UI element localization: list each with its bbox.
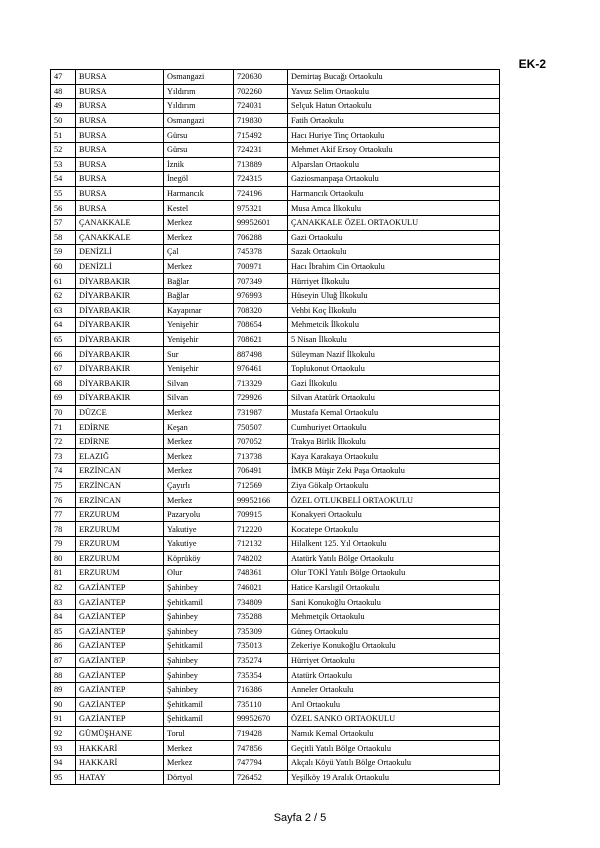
district-cell: Merkez <box>164 405 234 420</box>
institution-code-cell: 724231 <box>234 142 288 157</box>
district-cell: Şehitkamil <box>164 712 234 727</box>
institution-code-cell: 735274 <box>234 653 288 668</box>
province-cell: ELAZIĞ <box>76 449 164 464</box>
province-cell: ERZİNCAN <box>76 464 164 479</box>
row-number: 60 <box>51 259 76 274</box>
institution-code-cell: 726452 <box>234 770 288 785</box>
row-number: 88 <box>51 668 76 683</box>
province-cell: GAZİANTEP <box>76 682 164 697</box>
district-cell: Şahinbey <box>164 653 234 668</box>
institution-code-cell: 719830 <box>234 113 288 128</box>
table-row <box>51 668 500 683</box>
institution-code-cell: 734809 <box>234 595 288 610</box>
district-cell: Osmangazi <box>164 70 234 85</box>
school-name-cell: Anneler Ortaokulu <box>288 682 500 697</box>
row-number: 56 <box>51 201 76 216</box>
row-number: 84 <box>51 609 76 624</box>
province-cell: BURSA <box>76 142 164 157</box>
table-row <box>51 142 500 157</box>
institution-code-cell: 748202 <box>234 551 288 566</box>
institution-code-cell: 887498 <box>234 347 288 362</box>
table-row <box>51 128 500 143</box>
table-row <box>51 347 500 362</box>
province-cell: ERZİNCAN <box>76 493 164 508</box>
row-number: 79 <box>51 537 76 552</box>
table-row <box>51 624 500 639</box>
province-cell: GAZİANTEP <box>76 624 164 639</box>
province-cell: GAZİANTEP <box>76 712 164 727</box>
table-row <box>51 478 500 493</box>
district-cell: Şehitkamil <box>164 697 234 712</box>
row-number: 68 <box>51 376 76 391</box>
row-number: 81 <box>51 566 76 581</box>
row-number: 54 <box>51 172 76 187</box>
row-number: 67 <box>51 361 76 376</box>
school-name-cell: Gaziosmanpaşa Ortaokulu <box>288 172 500 187</box>
table-row <box>51 259 500 274</box>
institution-code-cell: 707052 <box>234 434 288 449</box>
row-number: 55 <box>51 186 76 201</box>
school-name-cell: Demirtaş Bucağı Ortaokulu <box>288 70 500 85</box>
school-name-cell: Harmancık Ortaokulu <box>288 186 500 201</box>
row-number: 83 <box>51 595 76 610</box>
province-cell: ÇANAKKALE <box>76 215 164 230</box>
table-row <box>51 755 500 770</box>
table-row <box>51 449 500 464</box>
district-cell: Çal <box>164 245 234 260</box>
row-number: 63 <box>51 303 76 318</box>
institution-code-cell: 720630 <box>234 70 288 85</box>
table-row <box>51 245 500 260</box>
province-cell: BURSA <box>76 99 164 114</box>
district-cell: Sur <box>164 347 234 362</box>
institution-code-cell: 99952601 <box>234 215 288 230</box>
table-row <box>51 566 500 581</box>
school-name-cell: Mehmet Akif Ersoy Ortaokulu <box>288 142 500 157</box>
province-cell: DİYARBAKIR <box>76 303 164 318</box>
province-cell: DİYARBAKIR <box>76 347 164 362</box>
institution-code-cell: 735013 <box>234 639 288 654</box>
province-cell: EDİRNE <box>76 420 164 435</box>
row-number: 62 <box>51 288 76 303</box>
table-row <box>51 507 500 522</box>
row-number: 47 <box>51 70 76 85</box>
row-number: 92 <box>51 726 76 741</box>
province-cell: BURSA <box>76 128 164 143</box>
institution-code-cell: 713889 <box>234 157 288 172</box>
row-number: 93 <box>51 741 76 756</box>
institution-code-cell: 724031 <box>234 99 288 114</box>
district-cell: Gürsu <box>164 128 234 143</box>
institution-code-cell: 712132 <box>234 537 288 552</box>
institution-code-cell: 706491 <box>234 464 288 479</box>
district-cell: Harmancık <box>164 186 234 201</box>
table-row <box>51 580 500 595</box>
row-number: 72 <box>51 434 76 449</box>
school-name-cell: Hatice Karslıgil Ortaokulu <box>288 580 500 595</box>
province-cell: DİYARBAKIR <box>76 318 164 333</box>
table-row <box>51 215 500 230</box>
school-name-cell: Trakya Birlik İlkokulu <box>288 434 500 449</box>
annex-label: EK-2 <box>518 57 546 71</box>
institution-code-cell: 731987 <box>234 405 288 420</box>
table-row <box>51 303 500 318</box>
row-number: 64 <box>51 318 76 333</box>
province-cell: ERZURUM <box>76 566 164 581</box>
row-number: 78 <box>51 522 76 537</box>
province-cell: BURSA <box>76 157 164 172</box>
province-cell: GAZİANTEP <box>76 609 164 624</box>
institution-code-cell: 750507 <box>234 420 288 435</box>
district-cell: Merkez <box>164 259 234 274</box>
district-cell: Yenişehir <box>164 332 234 347</box>
district-cell: Gürsu <box>164 142 234 157</box>
institution-code-cell: 735110 <box>234 697 288 712</box>
province-cell: GÜMÜŞHANE <box>76 726 164 741</box>
row-number: 66 <box>51 347 76 362</box>
district-cell: Osmangazi <box>164 113 234 128</box>
school-name-cell: 5 Nisan İlkokulu <box>288 332 500 347</box>
district-cell: Pazaryolu <box>164 507 234 522</box>
table-row <box>51 361 500 376</box>
school-name-cell: Hürriyet Ortaokulu <box>288 653 500 668</box>
province-cell: BURSA <box>76 172 164 187</box>
school-name-cell: Kaya Karakaya Ortaokulu <box>288 449 500 464</box>
row-number: 53 <box>51 157 76 172</box>
table-row <box>51 697 500 712</box>
province-cell: BURSA <box>76 70 164 85</box>
table-row <box>51 230 500 245</box>
province-cell: ERZURUM <box>76 537 164 552</box>
row-number: 89 <box>51 682 76 697</box>
district-cell: Kayapınar <box>164 303 234 318</box>
institution-code-cell: 976461 <box>234 361 288 376</box>
district-cell: Yenişehir <box>164 318 234 333</box>
row-number: 75 <box>51 478 76 493</box>
district-cell: Merkez <box>164 434 234 449</box>
row-number: 87 <box>51 653 76 668</box>
institution-code-cell: 745378 <box>234 245 288 260</box>
table-row <box>51 493 500 508</box>
institution-code-cell: 708654 <box>234 318 288 333</box>
row-number: 94 <box>51 755 76 770</box>
table-row <box>51 595 500 610</box>
school-name-cell: Atatürk Yatılı Bölge Ortaokulu <box>288 551 500 566</box>
school-name-cell: Namık Kemal Ortaokulu <box>288 726 500 741</box>
institution-code-cell: 702260 <box>234 84 288 99</box>
school-name-cell: Hürriyet İlkokulu <box>288 274 500 289</box>
institution-code-cell: 976993 <box>234 288 288 303</box>
row-number: 70 <box>51 405 76 420</box>
institution-code-cell: 99952166 <box>234 493 288 508</box>
district-cell: Köprüköy <box>164 551 234 566</box>
institution-code-cell: 735309 <box>234 624 288 639</box>
table-row <box>51 741 500 756</box>
school-name-cell: ÖZEL SANKO ORTAOKULU <box>288 712 500 727</box>
table-row <box>51 770 500 785</box>
table-row <box>51 113 500 128</box>
province-cell: GAZİANTEP <box>76 653 164 668</box>
district-cell: Merkez <box>164 464 234 479</box>
school-name-cell: Ziya Gökalp Ortaokulu <box>288 478 500 493</box>
school-name-cell: Yeşilköy 19 Aralık Ortaokulu <box>288 770 500 785</box>
institution-code-cell: 747794 <box>234 755 288 770</box>
school-name-cell: ÖZEL OTLUKBELİ ORTAOKULU <box>288 493 500 508</box>
district-cell: Kestel <box>164 201 234 216</box>
school-name-cell: Akçalı Köyü Yatılı Bölge Ortaokulu <box>288 755 500 770</box>
district-cell: Şahinbey <box>164 609 234 624</box>
province-cell: DENİZLİ <box>76 259 164 274</box>
province-cell: DİYARBAKIR <box>76 391 164 406</box>
province-cell: BURSA <box>76 186 164 201</box>
institution-code-cell: 707349 <box>234 274 288 289</box>
row-number: 48 <box>51 84 76 99</box>
province-cell: ÇANAKKALE <box>76 230 164 245</box>
district-cell: Yakutiye <box>164 537 234 552</box>
row-number: 82 <box>51 580 76 595</box>
province-cell: GAZİANTEP <box>76 595 164 610</box>
institution-code-cell: 700971 <box>234 259 288 274</box>
district-cell: Merkez <box>164 449 234 464</box>
institution-code-cell: 747856 <box>234 741 288 756</box>
table-row <box>51 70 500 85</box>
table-row <box>51 332 500 347</box>
school-name-cell: Toplukonut Ortaokulu <box>288 361 500 376</box>
school-name-cell: Silvan Atatürk Ortaokulu <box>288 391 500 406</box>
table-row <box>51 537 500 552</box>
school-name-cell: Süleyman Nazif İlkokulu <box>288 347 500 362</box>
province-cell: GAZİANTEP <box>76 580 164 595</box>
table-row <box>51 639 500 654</box>
row-number: 57 <box>51 215 76 230</box>
institution-code-cell: 975321 <box>234 201 288 216</box>
district-cell: Çayırlı <box>164 478 234 493</box>
district-cell: Yıldırım <box>164 99 234 114</box>
institution-code-cell: 709915 <box>234 507 288 522</box>
school-name-cell: Hacı Huriye Tinç Ortaokulu <box>288 128 500 143</box>
district-cell: Bağlar <box>164 274 234 289</box>
province-cell: DİYARBAKIR <box>76 288 164 303</box>
district-cell: Şahinbey <box>164 624 234 639</box>
table-row <box>51 551 500 566</box>
school-name-cell: ÇANAKKALE ÖZEL ORTAOKULU <box>288 215 500 230</box>
institution-code-cell: 706288 <box>234 230 288 245</box>
school-name-cell: Mehmetcik İlkokulu <box>288 318 500 333</box>
school-name-cell: Cumhuriyet Ortaokulu <box>288 420 500 435</box>
province-cell: DİYARBAKIR <box>76 361 164 376</box>
institution-code-cell: 708621 <box>234 332 288 347</box>
school-name-cell: Selçuk Hatun Ortaokulu <box>288 99 500 114</box>
school-name-cell: Güneş Ortaokulu <box>288 624 500 639</box>
school-name-cell: Atatürk Ortaokulu <box>288 668 500 683</box>
table-row <box>51 288 500 303</box>
province-cell: ERZURUM <box>76 507 164 522</box>
institution-code-cell: 724196 <box>234 186 288 201</box>
row-number: 90 <box>51 697 76 712</box>
province-cell: DİYARBAKIR <box>76 332 164 347</box>
row-number: 58 <box>51 230 76 245</box>
district-cell: Olur <box>164 566 234 581</box>
school-name-cell: Fatih Ortaokulu <box>288 113 500 128</box>
province-cell: ERZURUM <box>76 551 164 566</box>
table-row <box>51 318 500 333</box>
province-cell: EDİRNE <box>76 434 164 449</box>
district-cell: Şahinbey <box>164 668 234 683</box>
district-cell: Torul <box>164 726 234 741</box>
table-row <box>51 434 500 449</box>
district-cell: Keşan <box>164 420 234 435</box>
district-cell: Merkez <box>164 493 234 508</box>
school-name-cell: Mustafa Kemal Ortaokulu <box>288 405 500 420</box>
province-cell: HATAY <box>76 770 164 785</box>
school-name-cell: Alparslan Ortaokulu <box>288 157 500 172</box>
row-number: 91 <box>51 712 76 727</box>
table-row <box>51 653 500 668</box>
institution-code-cell: 712220 <box>234 522 288 537</box>
table-row <box>51 712 500 727</box>
district-cell: İznik <box>164 157 234 172</box>
table-row <box>51 391 500 406</box>
school-name-cell: Arıl Ortaokulu <box>288 697 500 712</box>
province-cell: GAZİANTEP <box>76 697 164 712</box>
table-row <box>51 201 500 216</box>
school-name-cell: Hilalkent 125. Yıl Ortaokulu <box>288 537 500 552</box>
school-name-cell: Kocatepe Ortaokulu <box>288 522 500 537</box>
school-name-cell: Gazi Ortaokulu <box>288 230 500 245</box>
school-table <box>50 69 500 785</box>
institution-code-cell: 719428 <box>234 726 288 741</box>
table-row <box>51 682 500 697</box>
school-name-cell: Yavuz Selim Ortaokulu <box>288 84 500 99</box>
district-cell: Merkez <box>164 741 234 756</box>
district-cell: Silvan <box>164 391 234 406</box>
province-cell: ERZURUM <box>76 522 164 537</box>
institution-code-cell: 99952670 <box>234 712 288 727</box>
table-row <box>51 420 500 435</box>
table-row <box>51 84 500 99</box>
table-row <box>51 464 500 479</box>
institution-code-cell: 746021 <box>234 580 288 595</box>
province-cell: GAZİANTEP <box>76 639 164 654</box>
institution-code-cell: 716386 <box>234 682 288 697</box>
school-name-cell: Hacı İbrahim Cin Ortaokulu <box>288 259 500 274</box>
province-cell: DİYARBAKIR <box>76 376 164 391</box>
row-number: 85 <box>51 624 76 639</box>
province-cell: BURSA <box>76 84 164 99</box>
district-cell: İnegöl <box>164 172 234 187</box>
province-cell: HAKKARİ <box>76 755 164 770</box>
table-row <box>51 405 500 420</box>
table-row <box>51 726 500 741</box>
row-number: 65 <box>51 332 76 347</box>
institution-code-cell: 708320 <box>234 303 288 318</box>
row-number: 74 <box>51 464 76 479</box>
district-cell: Dörtyol <box>164 770 234 785</box>
district-cell: Merkez <box>164 215 234 230</box>
row-number: 51 <box>51 128 76 143</box>
school-name-cell: Olur TOKİ Yatılı Bölge Ortaokulu <box>288 566 500 581</box>
province-cell: DÜZCE <box>76 405 164 420</box>
row-number: 59 <box>51 245 76 260</box>
row-number: 69 <box>51 391 76 406</box>
school-name-cell: Musa Amca İlkokulu <box>288 201 500 216</box>
province-cell: DENİZLİ <box>76 245 164 260</box>
province-cell: ERZİNCAN <box>76 478 164 493</box>
institution-code-cell: 713738 <box>234 449 288 464</box>
district-cell: Şehitkamil <box>164 595 234 610</box>
institution-code-cell: 729926 <box>234 391 288 406</box>
institution-code-cell: 713329 <box>234 376 288 391</box>
row-number: 73 <box>51 449 76 464</box>
page-number: Sayfa 2 / 5 <box>273 812 327 824</box>
district-cell: Merkez <box>164 230 234 245</box>
district-cell: Bağlar <box>164 288 234 303</box>
row-number: 86 <box>51 639 76 654</box>
row-number: 50 <box>51 113 76 128</box>
district-cell: Şahinbey <box>164 682 234 697</box>
school-name-cell: Zekeriye Konukoğlu Ortaokulu <box>288 639 500 654</box>
district-cell: Merkez <box>164 755 234 770</box>
school-name-cell: Hüseyin Uluğ İlkokulu <box>288 288 500 303</box>
province-cell: BURSA <box>76 113 164 128</box>
district-cell: Yenişehir <box>164 361 234 376</box>
table-row <box>51 522 500 537</box>
row-number: 61 <box>51 274 76 289</box>
district-cell: Silvan <box>164 376 234 391</box>
district-cell: Şehitkamil <box>164 639 234 654</box>
row-number: 76 <box>51 493 76 508</box>
table-row <box>51 172 500 187</box>
table-row <box>51 99 500 114</box>
school-name-cell: Gazi İlkokulu <box>288 376 500 391</box>
institution-code-cell: 724315 <box>234 172 288 187</box>
table-row <box>51 376 500 391</box>
table-row <box>51 274 500 289</box>
school-name-cell: Mehmetçik Ortaokulu <box>288 609 500 624</box>
institution-code-cell: 735354 <box>234 668 288 683</box>
district-cell: Yakutiye <box>164 522 234 537</box>
school-name-cell: İMKB Müşir Zeki Paşa Ortaokulu <box>288 464 500 479</box>
province-cell: HAKKARİ <box>76 741 164 756</box>
school-name-cell: Sazak Ortaokulu <box>288 245 500 260</box>
institution-code-cell: 748361 <box>234 566 288 581</box>
row-number: 49 <box>51 99 76 114</box>
row-number: 52 <box>51 142 76 157</box>
table-row <box>51 186 500 201</box>
province-cell: GAZİANTEP <box>76 668 164 683</box>
province-cell: BURSA <box>76 201 164 216</box>
province-cell: DİYARBAKIR <box>76 274 164 289</box>
school-name-cell: Konakyeri Ortaokulu <box>288 507 500 522</box>
school-name-cell: Sani Konukoğlu Ortaokulu <box>288 595 500 610</box>
row-number: 71 <box>51 420 76 435</box>
row-number: 80 <box>51 551 76 566</box>
row-number: 95 <box>51 770 76 785</box>
table-row <box>51 157 500 172</box>
school-name-cell: Geçitli Yatılı Bölge Ortaokulu <box>288 741 500 756</box>
institution-code-cell: 712569 <box>234 478 288 493</box>
row-number: 77 <box>51 507 76 522</box>
institution-code-cell: 715492 <box>234 128 288 143</box>
school-name-cell: Vehbi Koç İlkokulu <box>288 303 500 318</box>
district-cell: Şahinbey <box>164 580 234 595</box>
institution-code-cell: 735288 <box>234 609 288 624</box>
table-row <box>51 609 500 624</box>
district-cell: Yıldırım <box>164 84 234 99</box>
